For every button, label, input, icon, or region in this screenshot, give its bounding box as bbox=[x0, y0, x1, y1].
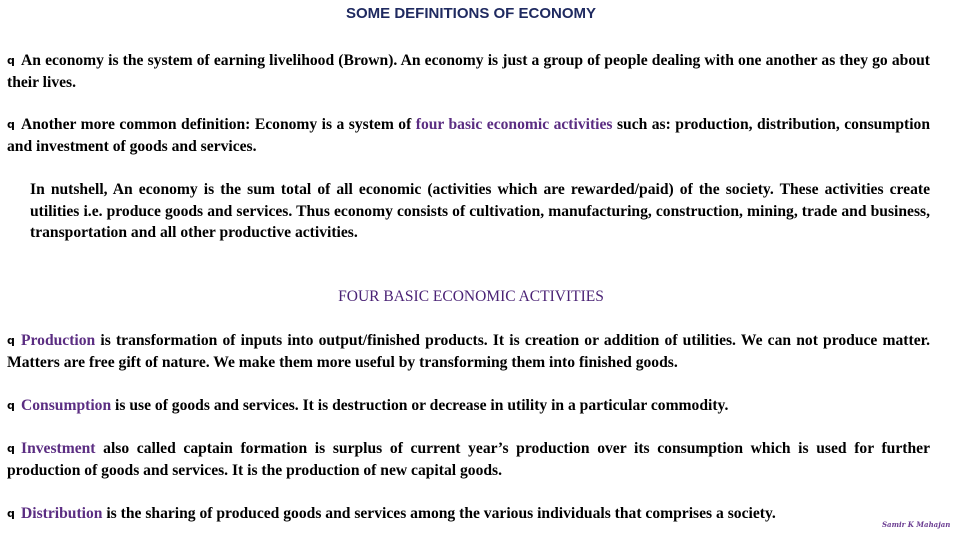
bullet-icon bbox=[7, 179, 30, 201]
activity-term: Consumption bbox=[21, 397, 112, 414]
activity-investment bbox=[7, 438, 930, 481]
activity-description: is transformation of inputs into output/finished products. It is creation or addition of utilities. We can not produce matter. Matters are free gift of nature. We make them more useful by transforming them into finished goods. bbox=[7, 332, 930, 371]
definition-2-text-start: Another more common definition: Economy is a system of bbox=[21, 116, 416, 133]
activity-term: Production bbox=[21, 332, 96, 349]
bullet-icon: q bbox=[7, 334, 15, 347]
activity-description: also called captain formation is surplus of current year’s production over its consumption which is used for further production of goods and services. It is the production of new capital goods. bbox=[7, 440, 930, 479]
definition-3-text: In nutshell, An economy is the sum total of all economic (activities which are rewarded/paid) of the society. These activities create utilities i.e. produce goods and services. Thus economy consists of cultivation, manufacturing, construction, mining, trade and business, transportation and all other productive activities. bbox=[30, 181, 930, 241]
section-heading: FOUR BASIC ECONOMIC ACTIVITIES bbox=[338, 288, 604, 305]
activity-term: Investment bbox=[21, 440, 96, 457]
bullet-icon: q bbox=[7, 507, 15, 520]
activity-production bbox=[7, 330, 930, 373]
bullet-icon: q bbox=[7, 442, 15, 455]
activity-description: is the sharing of produced goods and services among the various individuals that comprises a society. bbox=[102, 505, 776, 522]
definition-paragraph-2 bbox=[7, 114, 930, 157]
activity-term: Distribution bbox=[21, 505, 103, 522]
definition-2-highlight: four basic economic activities bbox=[415, 116, 613, 133]
bullet-icon: q bbox=[7, 54, 15, 67]
definition-1-text: An economy is the system of earning livelihood (Brown). An economy is just a group of people dealing with one another as they go about their lives. bbox=[7, 52, 930, 91]
definition-2-text-end: such as: production, distribution, consumption and investment of goods and services. bbox=[7, 116, 931, 155]
definition-paragraph-3 bbox=[7, 179, 930, 244]
bullet-icon: q bbox=[7, 399, 15, 412]
activity-consumption bbox=[7, 395, 930, 417]
bullet-icon: q bbox=[7, 118, 15, 131]
definition-paragraph-1 bbox=[7, 50, 930, 93]
activity-description: is use of goods and services. It is destruction or decrease in utility in a particular commodity. bbox=[111, 397, 729, 414]
page-title: SOME DEFINITIONS OF ECONOMY bbox=[345, 5, 596, 22]
author-signature: Samir K Mahajan bbox=[882, 520, 951, 529]
activity-distribution bbox=[7, 503, 930, 525]
